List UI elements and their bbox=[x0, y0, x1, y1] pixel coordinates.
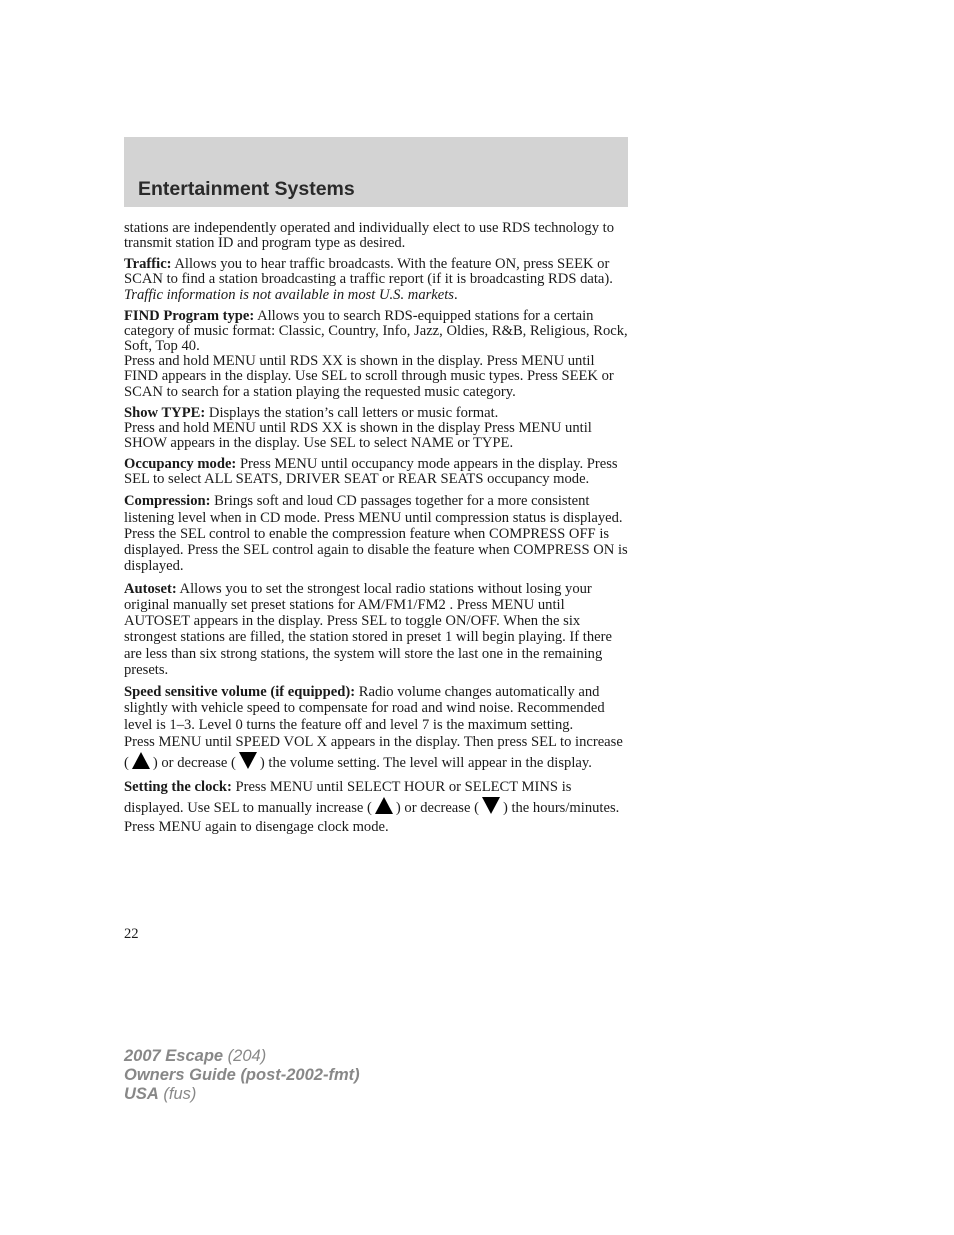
down-arrow-icon bbox=[239, 752, 257, 769]
footer-guide: Owners Guide (post-2002-fmt) bbox=[124, 1066, 360, 1084]
speed-instructions bbox=[124, 733, 630, 773]
section-title: Entertainment Systems bbox=[138, 178, 355, 200]
footer-model-code: (204) bbox=[223, 1047, 267, 1065]
traffic-end: . bbox=[453, 286, 458, 303]
show-label: Show TYPE: bbox=[124, 404, 206, 421]
footer-market: USA bbox=[124, 1085, 159, 1103]
clock-paragraph bbox=[124, 778, 630, 836]
speed-text-b: ) or decrease ( bbox=[152, 754, 236, 771]
show-paragraph bbox=[124, 406, 630, 421]
clock-text-c: ) the hours/minutes. Press MENU again to disengage clock mode. bbox=[124, 800, 620, 835]
compression-text: Brings soft and loud CD passages together for a more consistent listening level when in CD mode. Press MENU until compression status is displayed. Press the SEL control to enable the compression feature when COMPRESS OFF is displayed. Press the SEL control again to disable the feature when COMPRESS ON is displayed. bbox=[124, 493, 628, 575]
up-arrow-icon bbox=[132, 752, 150, 769]
find-paragraph bbox=[124, 309, 630, 355]
compression-paragraph bbox=[124, 493, 630, 574]
document-footer bbox=[124, 1047, 360, 1104]
speed-text-c: ) the volume setting. The level will appear in the display. bbox=[259, 754, 592, 771]
up-arrow-icon bbox=[375, 797, 393, 814]
find-label: FIND Program type: bbox=[124, 307, 255, 324]
traffic-paragraph bbox=[124, 257, 630, 303]
footer-line-model bbox=[124, 1047, 360, 1066]
footer-line-market bbox=[124, 1085, 360, 1104]
section-header bbox=[124, 137, 628, 207]
traffic-label: Traffic: bbox=[124, 256, 172, 273]
footer-model: 2007 Escape bbox=[124, 1047, 224, 1065]
clock-text-b: ) or decrease ( bbox=[395, 800, 479, 817]
find-text: Allows you to search RDS-equipped stations for a certain category of music format: Classic, Country, Info, Jazz, Oldies, R&B, Religious, Rock, Soft, Top 40. bbox=[124, 307, 628, 355]
speed-text: Radio volume changes automatically and slightly with vehicle speed to compensate for road and wind noise. Recommended level is 1–3. Level 0 turns the feature off and level 7 is the maximum setting. bbox=[124, 684, 605, 733]
show-instructions: Press and hold MENU until RDS XX is shown in the display Press MENU until SHOW appears in the display. Use SEL to select NAME or TYPE. bbox=[124, 419, 592, 452]
speed-label: Speed sensitive volume (if equipped): bbox=[124, 684, 356, 701]
traffic-note: Traffic information is not available in most U.S. markets bbox=[124, 286, 454, 303]
autoset-text: Allows you to set the strongest local radio stations without losing your original manually set preset stations for AM/FM1/FM2 . Press MENU until AUTOSET appears in the display. Press SEL to toggle ON/OFF. When the six strongest stations are filled, the station stored in preset 1 will begin playing. If there are less than six strong stations, the system will store the last one in the remaining presets. bbox=[124, 580, 612, 678]
occupancy-text: Press MENU until occupancy mode appears in the display. Press SEL to select ALL SEATS, DRIVER SEAT or REAR SEATS occupancy mode. bbox=[124, 456, 618, 488]
footer-line-guide bbox=[124, 1066, 360, 1085]
intro-paragraph: stations are independently operated and individually elect to use RDS technology to transmit station ID and program type as desired. bbox=[124, 220, 614, 252]
occupancy-label: Occupancy mode: bbox=[124, 456, 237, 473]
find-instructions: Press and hold MENU until RDS XX is shown in the display. Press MENU until FIND appears in the display. Use SEL to scroll through music types. Press SEEK or SCAN to search for a station playing the requested music category. bbox=[124, 353, 614, 400]
compression-label: Compression: bbox=[124, 493, 211, 510]
speed-paragraph bbox=[124, 684, 630, 733]
clock-text-a: Press MENU until SELECT HOUR or SELECT MINS is displayed. Use SEL to manually increase ( bbox=[124, 779, 572, 817]
clock-label: Setting the clock: bbox=[124, 779, 232, 796]
down-arrow-icon bbox=[482, 797, 500, 814]
traffic-text: Allows you to hear traffic broadcasts. With the feature ON, press SEEK or SCAN to find a station broadcasting a traffic report (if it is broadcasting RDS data). bbox=[124, 256, 613, 288]
speed-text-a: Press MENU until SPEED VOL X appears in the display. Then press SEL to increase ( bbox=[124, 733, 623, 771]
page-body bbox=[124, 221, 630, 843]
occupancy-paragraph bbox=[124, 457, 630, 487]
page-number: 22 bbox=[124, 926, 139, 942]
show-text: Displays the station’s call letters or music format. bbox=[205, 404, 499, 421]
footer-market-code: (fus) bbox=[158, 1085, 197, 1103]
autoset-paragraph bbox=[124, 581, 630, 679]
autoset-label: Autoset: bbox=[124, 580, 177, 597]
